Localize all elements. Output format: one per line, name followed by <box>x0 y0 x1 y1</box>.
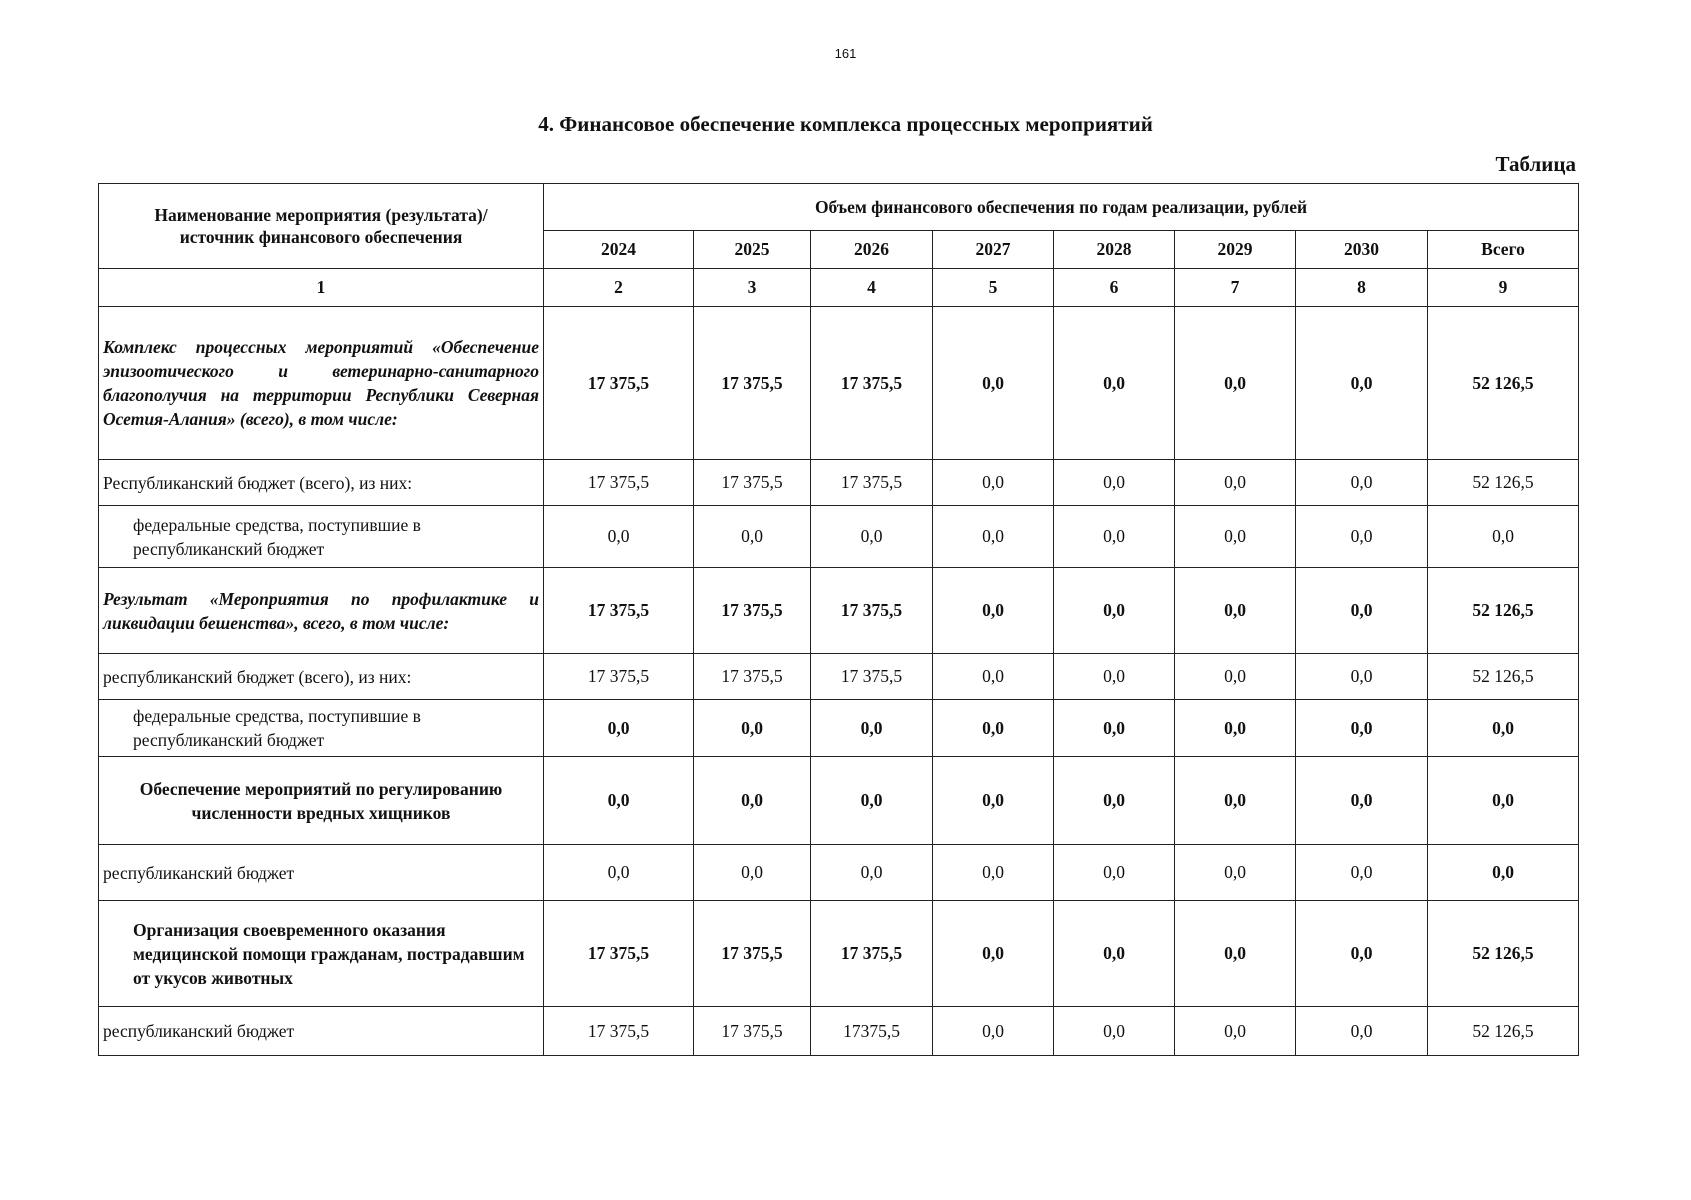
row-name: Комплекс процессных мероприятий «Обеспечение эпизоотического и ветеринарно-санитарного благополучия на территории Республики Северная Осетия-Алания» (всего), в том числе: <box>99 307 544 460</box>
cell-total: 52 126,5 <box>1428 568 1579 654</box>
cell-value: 0,0 <box>933 307 1054 460</box>
cell-value: 0,0 <box>811 700 933 757</box>
cell-value: 0,0 <box>1175 460 1296 506</box>
header-year: 2024 <box>544 231 694 269</box>
cell-value: 0,0 <box>1054 757 1175 845</box>
header-year: 2027 <box>933 231 1054 269</box>
cell-value: 17 375,5 <box>694 568 811 654</box>
cell-value: 17 375,5 <box>811 307 933 460</box>
column-number: 5 <box>933 269 1054 307</box>
cell-value: 0,0 <box>1296 568 1428 654</box>
row-name: Результат «Мероприятия по профилактике и ликвидации бешенства», всего, в том числе: <box>99 568 544 654</box>
cell-value: 17 375,5 <box>811 901 933 1007</box>
row-name: федеральные средства, поступившие в республиканский бюджет <box>99 506 544 568</box>
cell-total: 0,0 <box>1428 700 1579 757</box>
cell-total: 52 126,5 <box>1428 654 1579 700</box>
page-number: 161 <box>834 46 857 61</box>
column-number: 7 <box>1175 269 1296 307</box>
table-row <box>99 307 1579 460</box>
table-label: Таблица <box>1495 152 1576 176</box>
cell-value: 0,0 <box>1175 654 1296 700</box>
column-number: 6 <box>1054 269 1175 307</box>
cell-value: 17 375,5 <box>544 1007 694 1056</box>
cell-value: 0,0 <box>1175 845 1296 901</box>
cell-value: 0,0 <box>933 1007 1054 1056</box>
header-year: 2028 <box>1054 231 1175 269</box>
column-number: 2 <box>544 269 694 307</box>
cell-value: 0,0 <box>933 845 1054 901</box>
cell-value: 0,0 <box>1296 901 1428 1007</box>
cell-value: 17 375,5 <box>544 901 694 1007</box>
cell-value: 0,0 <box>933 901 1054 1007</box>
cell-value: 17 375,5 <box>811 460 933 506</box>
table-row <box>99 700 1579 757</box>
cell-value: 0,0 <box>694 700 811 757</box>
cell-value: 0,0 <box>544 506 694 568</box>
header-name-column: Наименование мероприятия (результата)/источник финансового обеспечения <box>99 184 544 269</box>
cell-value: 0,0 <box>1054 845 1175 901</box>
cell-value: 0,0 <box>811 845 933 901</box>
page-title: 4. Финансовое обеспечение комплекса процессных мероприятий <box>538 112 1153 136</box>
cell-value: 17 375,5 <box>544 654 694 700</box>
cell-value: 0,0 <box>1054 654 1175 700</box>
cell-total: 52 126,5 <box>1428 307 1579 460</box>
cell-value: 0,0 <box>694 845 811 901</box>
cell-value: 0,0 <box>1175 700 1296 757</box>
header-row-1 <box>99 184 1579 231</box>
header-year: 2030 <box>1296 231 1428 269</box>
column-number: 8 <box>1296 269 1428 307</box>
cell-value: 0,0 <box>1175 307 1296 460</box>
cell-value: 17375,5 <box>811 1007 933 1056</box>
header-year: 2025 <box>694 231 811 269</box>
cell-value: 0,0 <box>1296 506 1428 568</box>
cell-total: 0,0 <box>1428 757 1579 845</box>
cell-value: 17 375,5 <box>694 654 811 700</box>
row-name: Республиканский бюджет (всего), из них: <box>99 460 544 506</box>
cell-total: 52 126,5 <box>1428 901 1579 1007</box>
cell-total: 52 126,5 <box>1428 460 1579 506</box>
cell-value: 0,0 <box>1054 901 1175 1007</box>
cell-total: 52 126,5 <box>1428 1007 1579 1056</box>
cell-value: 0,0 <box>1054 1007 1175 1056</box>
cell-value: 0,0 <box>1054 700 1175 757</box>
row-name: республиканский бюджет <box>99 1007 544 1056</box>
cell-value: 0,0 <box>933 506 1054 568</box>
cell-value: 0,0 <box>933 757 1054 845</box>
cell-value: 0,0 <box>811 757 933 845</box>
table-row <box>99 506 1579 568</box>
table-row <box>99 901 1579 1007</box>
cell-value: 0,0 <box>1296 654 1428 700</box>
header-year: 2029 <box>1175 231 1296 269</box>
cell-value: 0,0 <box>1175 568 1296 654</box>
cell-value: 0,0 <box>933 700 1054 757</box>
row-name: Организация своевременного оказания медицинской помощи гражданам, пострадавшим от укусов животных <box>99 901 544 1007</box>
cell-value: 0,0 <box>1054 307 1175 460</box>
cell-value: 17 375,5 <box>694 307 811 460</box>
cell-total: 0,0 <box>1428 506 1579 568</box>
cell-value: 0,0 <box>1296 757 1428 845</box>
row-name: республиканский бюджет (всего), из них: <box>99 654 544 700</box>
cell-value: 0,0 <box>1054 506 1175 568</box>
cell-value: 17 375,5 <box>694 460 811 506</box>
cell-value: 0,0 <box>544 845 694 901</box>
column-number: 9 <box>1428 269 1579 307</box>
cell-value: 17 375,5 <box>544 568 694 654</box>
cell-value: 0,0 <box>1054 460 1175 506</box>
table-row <box>99 757 1579 845</box>
cell-value: 17 375,5 <box>694 1007 811 1056</box>
header-total: Всего <box>1428 231 1579 269</box>
cell-value: 0,0 <box>1296 307 1428 460</box>
cell-value: 0,0 <box>544 757 694 845</box>
header-volume: Объем финансового обеспечения по годам реализации, рублей <box>544 184 1579 231</box>
cell-value: 0,0 <box>1175 1007 1296 1056</box>
cell-value: 0,0 <box>933 460 1054 506</box>
cell-value: 0,0 <box>933 568 1054 654</box>
table-row <box>99 845 1579 901</box>
cell-value: 0,0 <box>1296 460 1428 506</box>
cell-value: 0,0 <box>811 506 933 568</box>
table-row <box>99 460 1579 506</box>
cell-value: 0,0 <box>694 506 811 568</box>
table-row <box>99 1007 1579 1056</box>
cell-value: 0,0 <box>1296 845 1428 901</box>
cell-value: 0,0 <box>1175 506 1296 568</box>
cell-value: 0,0 <box>1296 1007 1428 1056</box>
row-name: федеральные средства, поступившие в республиканский бюджет <box>99 700 544 757</box>
cell-value: 17 375,5 <box>811 568 933 654</box>
cell-value: 0,0 <box>544 700 694 757</box>
cell-value: 0,0 <box>1175 901 1296 1007</box>
cell-value: 17 375,5 <box>544 307 694 460</box>
cell-value: 17 375,5 <box>811 654 933 700</box>
header-year: 2026 <box>811 231 933 269</box>
cell-total: 0,0 <box>1428 845 1579 901</box>
cell-value: 17 375,5 <box>544 460 694 506</box>
cell-value: 0,0 <box>1054 568 1175 654</box>
column-number: 4 <box>811 269 933 307</box>
table-row <box>99 654 1579 700</box>
financing-table <box>98 183 1579 1056</box>
cell-value: 0,0 <box>694 757 811 845</box>
row-name: Обеспечение мероприятий по регулированию численности вредных хищников <box>99 757 544 845</box>
header-column-numbers <box>99 269 1579 307</box>
cell-value: 17 375,5 <box>694 901 811 1007</box>
cell-value: 0,0 <box>1296 700 1428 757</box>
column-number: 3 <box>694 269 811 307</box>
row-name: республиканский бюджет <box>99 845 544 901</box>
cell-value: 0,0 <box>1175 757 1296 845</box>
cell-value: 0,0 <box>933 654 1054 700</box>
column-number: 1 <box>99 269 544 307</box>
table-row <box>99 568 1579 654</box>
